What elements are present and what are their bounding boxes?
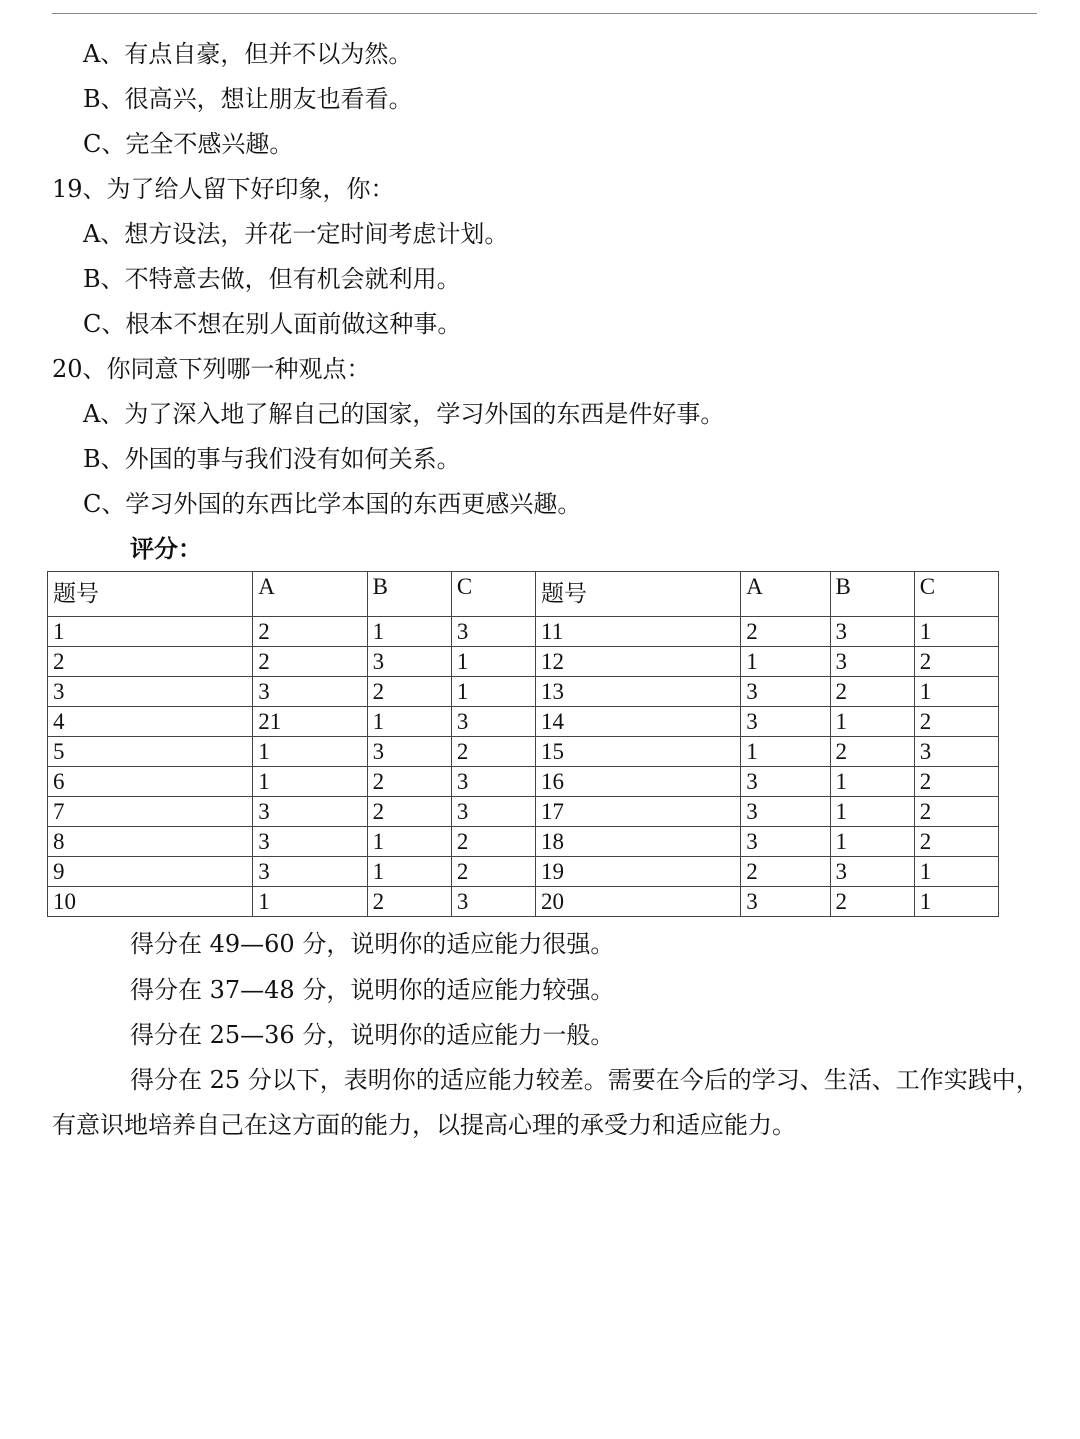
header-question-no: 题号: [48, 572, 253, 617]
table-cell: 2: [451, 857, 535, 887]
q19-question: 19、为了给人留下好印象，你：: [52, 175, 395, 203]
table-cell: 2: [367, 887, 451, 917]
table-cell: 1: [914, 887, 998, 917]
header-question-no-2: 题号: [536, 572, 741, 617]
table-cell: 1: [914, 677, 998, 707]
table-cell: 3: [741, 887, 830, 917]
table-cell: 4: [48, 707, 253, 737]
table-row: [48, 767, 999, 797]
table-cell: 1: [367, 827, 451, 857]
table-cell: 3: [741, 767, 830, 797]
table-cell: 19: [536, 857, 741, 887]
table-cell: 3: [741, 797, 830, 827]
table-cell: 11: [536, 617, 741, 647]
q19-option-c: C、根本不想在别人面前做这种事。: [83, 310, 462, 338]
q20-option-a: A、为了深入地了解自己的国家，学习外国的东西是件好事。: [83, 400, 725, 428]
table-cell: 1: [367, 707, 451, 737]
table-cell: 5: [48, 737, 253, 767]
table-cell: 1: [830, 707, 914, 737]
table-cell: 14: [536, 707, 741, 737]
table-cell: 2: [830, 677, 914, 707]
table-cell: 3: [741, 827, 830, 857]
result-low-line2: 有意识地培养自己在这方面的能力，以提高心理的承受力和适应能力。: [52, 1111, 796, 1139]
table-row: [48, 617, 999, 647]
table-cell: 8: [48, 827, 253, 857]
table-cell: 1: [741, 737, 830, 767]
table-cell: 3: [367, 647, 451, 677]
table-cell: 20: [536, 887, 741, 917]
table-cell: 7: [48, 797, 253, 827]
table-cell: 9: [48, 857, 253, 887]
table-cell: 3: [253, 857, 367, 887]
scoring-heading: 评分：: [130, 534, 202, 563]
table-cell: 3: [253, 827, 367, 857]
scoring-table-header: [48, 572, 999, 617]
table-cell: 2: [914, 647, 998, 677]
table-cell: 3: [741, 677, 830, 707]
header-c-2: C: [914, 572, 998, 617]
table-cell: 6: [48, 767, 253, 797]
table-cell: 1: [451, 677, 535, 707]
q18-option-b: B、很高兴，想让朋友也看看。: [83, 85, 413, 113]
table-cell: 18: [536, 827, 741, 857]
table-cell: 2: [367, 677, 451, 707]
table-cell: 1: [48, 617, 253, 647]
q18-option-a: A、有点自豪，但并不以为然。: [83, 40, 413, 68]
table-cell: 2: [48, 647, 253, 677]
header-a-2: A: [741, 572, 830, 617]
scoring-table: [47, 571, 999, 917]
table-cell: 2: [741, 617, 830, 647]
header-b-2: B: [830, 572, 914, 617]
table-cell: 1: [830, 827, 914, 857]
table-cell: 1: [367, 617, 451, 647]
table-row: [48, 647, 999, 677]
table-cell: 13: [536, 677, 741, 707]
q19-option-a: A、想方设法，并花一定时间考虑计划。: [83, 220, 509, 248]
result-average: 得分在 25—36 分，说明你的适应能力一般。: [130, 1021, 615, 1049]
table-cell: 2: [253, 647, 367, 677]
table-cell: 3: [451, 887, 535, 917]
table-cell: 3: [914, 737, 998, 767]
table-cell: 15: [536, 737, 741, 767]
q19-option-b: B、不特意去做，但有机会就利用。: [83, 265, 461, 293]
table-cell: 3: [253, 797, 367, 827]
table-cell: 3: [451, 797, 535, 827]
table-cell: 16: [536, 767, 741, 797]
table-cell: 21: [253, 707, 367, 737]
q20-question: 20、你同意下列哪一种观点：: [52, 355, 371, 383]
table-cell: 17: [536, 797, 741, 827]
table-cell: 1: [830, 797, 914, 827]
table-row: [48, 857, 999, 887]
table-cell: 2: [451, 737, 535, 767]
result-high: 得分在 49—60 分，说明你的适应能力很强。: [130, 930, 615, 958]
table-cell: 1: [253, 737, 367, 767]
table-cell: 3: [253, 677, 367, 707]
table-cell: 2: [830, 887, 914, 917]
table-row: [48, 707, 999, 737]
result-low-line1: 得分在 25 分以下，表明你的适应能力较差。需要在今后的学习、生活、工作实践中，: [130, 1066, 1040, 1094]
table-cell: 2: [741, 857, 830, 887]
table-cell: 2: [451, 827, 535, 857]
table-cell: 1: [253, 887, 367, 917]
table-cell: 1: [914, 617, 998, 647]
table-row: [48, 827, 999, 857]
header-a: A: [253, 572, 367, 617]
table-cell: 1: [451, 647, 535, 677]
table-cell: 3: [741, 707, 830, 737]
table-cell: 3: [830, 647, 914, 677]
header-b: B: [367, 572, 451, 617]
table-cell: 1: [830, 767, 914, 797]
result-good: 得分在 37—48 分，说明你的适应能力较强。: [130, 976, 615, 1004]
header-c: C: [451, 572, 535, 617]
table-cell: 3: [830, 617, 914, 647]
table-cell: 3: [451, 707, 535, 737]
table-cell: 3: [451, 617, 535, 647]
page-top-rule: [52, 13, 1037, 14]
table-cell: 2: [914, 797, 998, 827]
table-cell: 3: [48, 677, 253, 707]
table-cell: 2: [914, 827, 998, 857]
table-cell: 2: [830, 737, 914, 767]
table-cell: 2: [914, 707, 998, 737]
q18-option-c: C、完全不感兴趣。: [83, 130, 294, 158]
q20-option-b: B、外国的事与我们没有如何关系。: [83, 445, 461, 473]
table-row: [48, 797, 999, 827]
table-cell: 1: [741, 647, 830, 677]
table-row: [48, 887, 999, 917]
table-row: [48, 677, 999, 707]
table-cell: 1: [367, 857, 451, 887]
table-cell: 3: [367, 737, 451, 767]
table-cell: 2: [914, 767, 998, 797]
table-cell: 1: [253, 767, 367, 797]
table-cell: 2: [367, 797, 451, 827]
table-cell: 2: [253, 617, 367, 647]
q20-option-c: C、学习外国的东西比学本国的东西更感兴趣。: [83, 490, 582, 518]
table-cell: 12: [536, 647, 741, 677]
table-cell: 3: [830, 857, 914, 887]
table-cell: 3: [451, 767, 535, 797]
table-cell: 10: [48, 887, 253, 917]
table-cell: 1: [914, 857, 998, 887]
table-row: [48, 737, 999, 767]
table-cell: 2: [367, 767, 451, 797]
